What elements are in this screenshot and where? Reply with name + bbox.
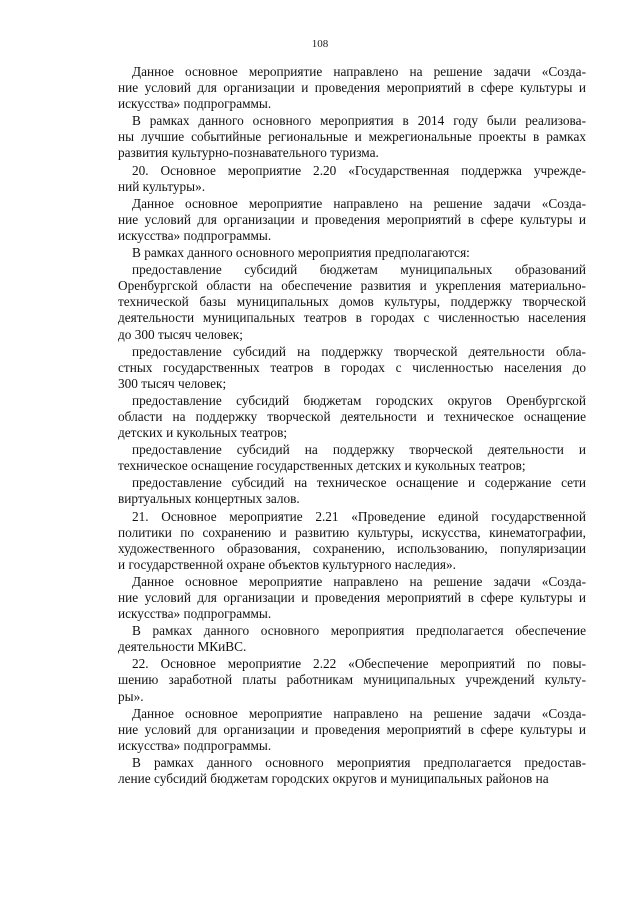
paragraph-line: В рамках данного основного мероприятия предполагается обеспечение [132,623,586,639]
paragraph-line: 22. Основное мероприятие 2.22 «Обеспечение мероприятий по повы- [132,656,586,672]
paragraph-line: искусства» подпрограммы. [118,227,272,243]
paragraph-line: ление субсидий бюджетам городских округов и муниципальных районов на [118,771,549,787]
paragraph-line: детских и кукольных театров; [118,425,288,441]
paragraph-line: 300 тысяч человек; [118,375,227,391]
paragraph-line: Оренбургской области на обеспечение развития и укрепления материально- [118,278,586,294]
paragraph [118,113,586,161]
paragraph-line: Данное основное мероприятие направлено на решение задачи «Созда- [132,195,586,211]
paragraph-line: технической базы муниципальных домов культуры, поддержку творческой [118,294,586,310]
paragraph [118,509,586,573]
paragraph-line: ны лучшие событийные региональные и межрегиональные проекты в рамках [118,129,586,145]
document-body [118,64,586,788]
paragraph-line: техническое оснащение государственных детских и кукольных театров; [118,458,526,474]
paragraph [118,755,586,787]
paragraph [118,656,586,704]
paragraph-line: Данное основное мероприятие направлено на решение задачи «Созда- [132,64,586,79]
paragraph-line: искусства» подпрограммы. [118,606,272,622]
paragraph-line: развития культурно-познавательного туризма. [118,145,379,161]
paragraph [118,706,586,754]
paragraph-line: ние условий для организации и проведения мероприятий в сфере культуры и [118,721,586,737]
paragraph-line: В рамках данного основного мероприятия в 2014 году были реализова- [132,113,586,129]
paragraph-line: художественного образования, сохранению, использованию, популяризации [118,540,586,556]
paragraph-line: Данное основное мероприятие направлено на решение задачи «Созда- [132,573,586,589]
paragraph [118,623,586,655]
paragraph-line: искусства» подпрограммы. [118,96,272,112]
paragraph-line: предоставление субсидий на техническое оснащение и содержание сети [132,475,586,491]
paragraph-line: предоставление субсидий бюджетам муниципальных образований [132,262,586,278]
paragraph [118,393,586,441]
paragraph-line: ние условий для организации и проведения мероприятий в сфере культуры и [118,80,586,96]
paragraph-line: деятельности МКиВС. [118,639,247,655]
paragraph [118,64,586,112]
paragraph-line: шению заработной платы работникам муниципальных учреждений культу- [118,672,586,688]
paragraph-line: ры». [118,688,144,704]
paragraph-line: до 300 тысяч человек; [118,326,243,342]
paragraph-line: предоставление субсидий на поддержку творческой деятельности обла- [132,343,586,359]
paragraph [118,163,586,195]
paragraph-line: и государственной охране объектов культурного наследия». [118,556,456,572]
paragraph-line: В рамках данного основного мероприятия предполагаются: [132,245,470,261]
paragraph [118,196,586,244]
paragraph-line: области на поддержку творческой деятельности и техническое оснащение [118,408,586,424]
paragraph-line: деятельности муниципальных театров в городах с численностью населения [118,310,586,326]
paragraph [118,262,586,342]
paragraph-line: 20. Основное мероприятие 2.20 «Государственная поддержка учрежде- [132,162,586,178]
paragraph-line: стных государственных театров в городах с численностью населения до [118,359,586,375]
paragraph-line: Данное основное мероприятие направлено на решение задачи «Созда- [132,705,586,721]
paragraph-line: виртуальных концертных залов. [118,491,300,507]
paragraph [118,574,586,622]
paragraph [118,475,586,507]
paragraph-line: ние условий для организации и проведения мероприятий в сфере культуры и [118,590,586,605]
paragraph-line: искусства» подпрограммы. [118,737,272,753]
paragraph [118,442,586,474]
paragraph [118,245,586,261]
paragraph-line: 21. Основное мероприятие 2.21 «Проведение единой государственной [132,508,586,524]
paragraph-line: ние условий для организации и проведения мероприятий в сфере культуры и [118,211,586,227]
page-number: 108 [311,38,329,50]
paragraph-line: В рамках данного основного мероприятия предполагается предостав- [132,754,586,770]
paragraph-line: предоставление субсидий на поддержку творческой деятельности и [132,442,586,458]
paragraph-line: предоставление субсидий бюджетам городских округов Оренбургской [132,392,586,408]
paragraph-line: ний культуры». [118,178,206,194]
paragraph [118,344,586,392]
paragraph-line: политики по сохранению и развитию культуры, искусства, кинематографии, [118,524,586,540]
